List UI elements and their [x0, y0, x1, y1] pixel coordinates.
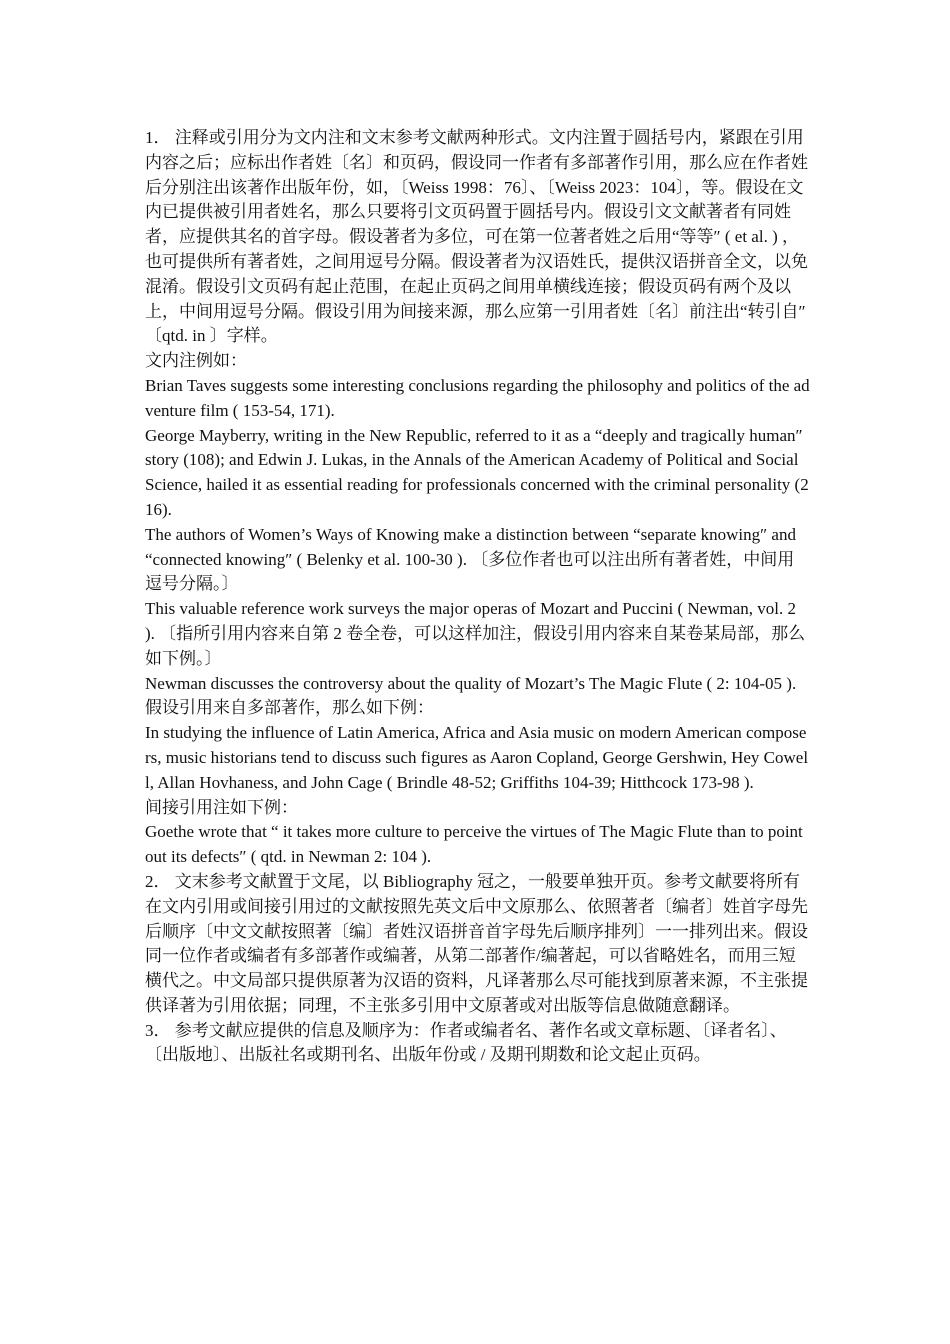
paragraph-reference-info-order: 3． 参考文献应提供的信息及顺序为：作者或编者名、著作名或文章标题、〔译者名〕、 [145, 1020, 787, 1040]
document-page [145, 126, 810, 1068]
paragraph-example-mayberry: George Mayberry, writing in the New Republic, referred to it as a “deeply and tragically human″ story (108); and Edwin J. Lukas, in the Annals of the American Academy of Political and Social Science, hailed it as essential reading for professionals concerned with the criminal personality (216). [145, 425, 809, 519]
paragraph-reference-info-continued: 〔出版地〕、出版社名或期刊名、出版年份或 / 及期刊期数和论文起止页码。 [145, 1045, 711, 1065]
paragraph-multiple-works-heading: 假设引用来自多部著作，那么如下例： [145, 698, 434, 718]
paragraph-example-newman-vol: This valuable reference work surveys the major operas of Mozart and Puccini ( Newman, vol. 2 ). 〔指所引用内容来自第 2 卷全卷，可以这样加注，假设引用内容来自某卷某局部，那么如下例。〕 [145, 599, 806, 668]
paragraph-example-magic-flute: Newman discusses the controversy about the quality of Mozart’s The Magic Flute ( 2: 104-05 ). [145, 673, 797, 693]
paragraph-citation-rules: 1． 注释或引用分为文内注和文末参考文献两种形式。文内注置于圆括号内，紧跟在引用内容之后；应标出作者姓〔名〕和页码，假设同一作者有多部著作引用，那么应在作者姓后分别注出该著作出版年份，如，〔Weiss 1998：76〕、〔Weiss 2023：104〕，等。假设在文内已提供被引用者姓名，那么只要将引文页码置于圆括号内。假设引文文献著者有同姓者，应提供其名的首字母。假设著者为多位，可在第一位著者姓之后用“等等″ ( et al. ) ，也可提供所有著者姓，之间用逗号分隔。假设著者为汉语姓氏，提供汉语拼音全文，以免混淆。假设引文页码有起止范围，在起止页码之间用单横线连接；假设页码有两个及以上，中间用逗号分隔。假设引用为间接来源，那么应第一引用者姓〔名〕前注出“转引自″ 〔qtd. in 〕字样。 [145, 128, 808, 346]
paragraph-example-heading: 文内注例如： [145, 351, 247, 371]
paragraph-example-latin-america: In studying the influence of Latin America, Africa and Asia music on modern American composers, music historians tend to discuss such figures as Aaron Copland, George Gershwin, Hey Cowell, Allan Hovhaness, and John Cage ( Brindle 48-52; Griffiths 104-39; Hitthcock 173-98 ). [145, 723, 809, 792]
paragraph-example-taves: Brian Taves suggests some interesting conclusions regarding the philosophy and politics of the adventure film ( 153-54, 171). [145, 375, 810, 420]
paragraph-bibliography-rules: 2． 文末参考文献置于文尾，以 Bibliography 冠之，一般要单独开页。参考文献要将所有在文内引用或间接引用过的文献按照先英文后中文原那么、依照著者〔编者〕姓首字母先后顺序〔中文文献按照著〔编〕者姓汉语拼音首字母先后顺序排列〕一一排列出来。假设同一位作者或编者有多部著作或编著，从第二部著作/编著起，可以省略姓名，而用三短横代之。中文局部只提供原著为汉语的资料，凡译著那么尽可能找到原著来源，不主张提供译著为引用依据；同理，不主张多引用中文原著或对出版等信息做随意翻译。 [145, 871, 808, 1015]
paragraph-example-womens-ways: The authors of Women’s Ways of Knowing make a distinction between “separate knowing″ and “connected knowing″ ( Belenky et al. 100-30 ). 〔多位作者也可以注出所有著者姓，中间用逗号分隔。〕 [145, 524, 796, 594]
paragraph-example-goethe: Goethe wrote that “ it takes more culture to perceive the virtues of The Magic Flute than to point out its defects″ ( qtd. in Newman 2: 104 ). [145, 822, 803, 867]
paragraph-indirect-heading: 间接引用注如下例： [145, 797, 298, 817]
